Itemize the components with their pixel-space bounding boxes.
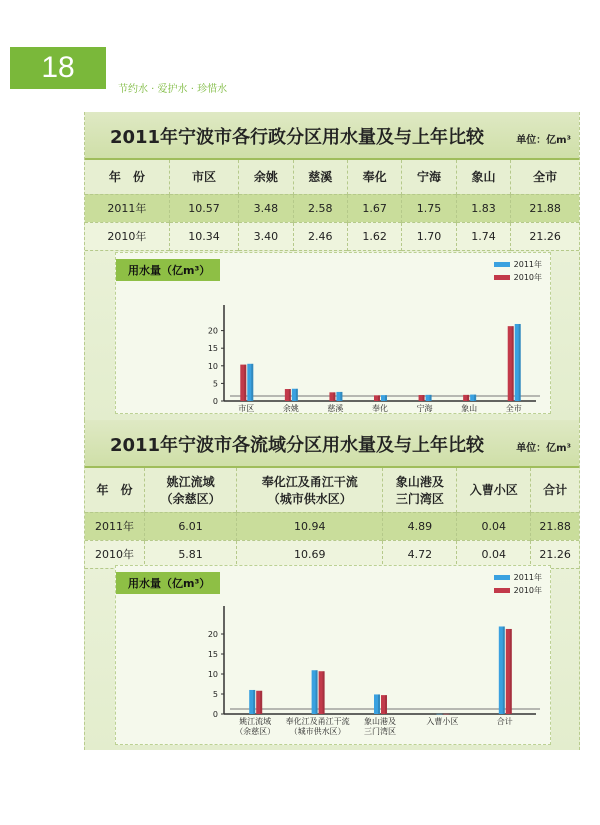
table-header-cell: 奉化 bbox=[347, 160, 401, 194]
table-row bbox=[85, 540, 579, 568]
table-cell: 1.83 bbox=[456, 194, 510, 222]
table-cell: 2011年 bbox=[85, 194, 169, 222]
bar-shade bbox=[423, 395, 425, 401]
bar-shade bbox=[260, 691, 262, 714]
legend-label: 2010年 bbox=[513, 586, 542, 595]
table-cell: 1.62 bbox=[347, 222, 401, 250]
x-tick-label: 奉化 bbox=[372, 404, 388, 413]
x-tick-label: 三门湾区 bbox=[364, 727, 396, 736]
bar-shade bbox=[340, 392, 342, 401]
y-tick-label: 0 bbox=[212, 710, 218, 719]
x-tick-label: 象山港及 bbox=[364, 717, 396, 726]
table2-title: 2011年宁波市各流域分区用水量及与上年比较 bbox=[109, 435, 485, 456]
table-cell: 2.46 bbox=[293, 222, 347, 250]
y-tick-label: 10 bbox=[207, 361, 218, 371]
bar-shade bbox=[430, 395, 432, 401]
bar-shade bbox=[253, 690, 255, 714]
x-tick-label: （余慈区） bbox=[235, 727, 276, 736]
table-cell: 2010年 bbox=[85, 222, 169, 250]
y-tick-label: 15 bbox=[207, 650, 218, 659]
table-header-cell: 象山港及 三门湾区 bbox=[383, 468, 457, 512]
table-cell: 21.26 bbox=[539, 547, 571, 561]
bar-shade bbox=[512, 326, 514, 401]
table-cell: 21.26 bbox=[529, 229, 561, 243]
table-cell: 21.88 bbox=[539, 519, 571, 533]
bar-shade bbox=[289, 389, 291, 401]
table-cell: 6.01 bbox=[145, 512, 237, 540]
chart1-title: 用水量（亿m³） bbox=[116, 259, 220, 281]
bar-shade bbox=[378, 694, 380, 714]
legend-label: 2011年 bbox=[513, 573, 542, 582]
table-cell: 3.40 bbox=[239, 222, 293, 250]
chart1-svg bbox=[116, 253, 550, 413]
table-header-cell: 宁海 bbox=[402, 160, 456, 194]
table-cell: 10.69 bbox=[237, 540, 383, 568]
x-tick-label: 全市 bbox=[505, 404, 522, 413]
basin-section bbox=[84, 420, 580, 750]
table-cell: 10.94 bbox=[237, 512, 383, 540]
x-tick-label: 余姚 bbox=[282, 404, 299, 413]
table-cell: 3.48 bbox=[239, 194, 293, 222]
table-cell: 0.04 bbox=[457, 512, 531, 540]
y-tick-label: 5 bbox=[212, 379, 218, 389]
bar-shade bbox=[316, 670, 318, 714]
table-header-cell: 入曹小区 bbox=[457, 468, 531, 512]
table-cell: 2.58 bbox=[293, 194, 347, 222]
bar-shade bbox=[385, 395, 387, 401]
bar-shade bbox=[323, 671, 325, 714]
table-row bbox=[85, 512, 579, 540]
bar-shade bbox=[447, 714, 449, 715]
table-cell: 0.04 bbox=[457, 540, 531, 568]
y-tick-label: 20 bbox=[207, 630, 218, 639]
bar-shade bbox=[251, 364, 253, 401]
table-cell: 10.57 bbox=[169, 194, 238, 222]
table-header-cell: 余姚 bbox=[239, 160, 293, 194]
table-row bbox=[85, 194, 579, 222]
table-cell: 4.72 bbox=[383, 540, 457, 568]
bar-shade bbox=[474, 395, 476, 401]
bar-shade bbox=[519, 324, 521, 401]
table-header-cell: 慈溪 bbox=[293, 160, 347, 194]
bar-shade bbox=[244, 365, 246, 401]
table-cell: 1.70 bbox=[402, 222, 456, 250]
table-cell: 1.74 bbox=[456, 222, 510, 250]
bar-shade bbox=[467, 395, 469, 401]
table-row bbox=[85, 222, 579, 250]
x-tick-label: 姚江流域 bbox=[239, 717, 272, 726]
table-header-cell: 全市 bbox=[533, 170, 558, 185]
table-cell: 4.89 bbox=[383, 512, 457, 540]
table-cell: 1.67 bbox=[347, 194, 401, 222]
section-title-bar bbox=[85, 112, 579, 160]
y-tick-label: 10 bbox=[207, 670, 218, 679]
x-tick-label: 象山 bbox=[461, 404, 478, 413]
legend-label: 2010年 bbox=[513, 273, 542, 282]
table-header-cell: 合计 bbox=[543, 483, 568, 498]
x-tick-label: 慈溪 bbox=[327, 404, 344, 413]
table-header-cell: 年 份 bbox=[85, 468, 145, 512]
basin-chart bbox=[115, 565, 551, 745]
y-tick-label: 20 bbox=[207, 326, 218, 336]
admin-district-section bbox=[84, 112, 580, 420]
admin-district-table bbox=[85, 160, 579, 251]
bar-shade bbox=[503, 626, 505, 714]
bar-shade bbox=[510, 629, 512, 714]
table-cell: 2010年 bbox=[85, 540, 145, 568]
table-header-cell: 姚江流域 （余慈区） bbox=[145, 468, 237, 512]
table-cell: 1.75 bbox=[402, 194, 456, 222]
bar-shade bbox=[333, 392, 335, 401]
x-tick-label: 入曹小区 bbox=[426, 717, 459, 726]
bar-shade bbox=[378, 395, 380, 401]
table-cell: 2011年 bbox=[85, 512, 145, 540]
chart2-svg bbox=[116, 566, 550, 744]
y-tick-label: 15 bbox=[207, 344, 218, 354]
bar-shade bbox=[296, 389, 298, 401]
bar-shade bbox=[385, 695, 387, 714]
x-tick-label: 合计 bbox=[496, 717, 513, 726]
basin-table bbox=[85, 468, 579, 569]
section-title-bar bbox=[85, 420, 579, 468]
table1-unit: 单位：亿m³ bbox=[516, 135, 571, 146]
table-header-cell: 年 份 bbox=[85, 160, 169, 194]
x-tick-label: 宁海 bbox=[416, 404, 433, 413]
y-tick-label: 5 bbox=[212, 690, 218, 699]
table2-unit: 单位：亿m³ bbox=[516, 443, 571, 454]
page-number: 18 bbox=[10, 47, 106, 89]
chart2-title: 用水量（亿m³） bbox=[116, 572, 220, 594]
x-tick-label: （城市供水区） bbox=[289, 727, 346, 736]
x-tick-label: 奉化江及甬江干流 bbox=[285, 717, 350, 726]
table-cell: 5.81 bbox=[145, 540, 237, 568]
table-header-cell: 象山 bbox=[456, 160, 510, 194]
table-header-cell: 市区 bbox=[169, 160, 238, 194]
x-tick-label: 市区 bbox=[238, 404, 255, 413]
bar-shade bbox=[440, 714, 442, 715]
legend-label: 2011年 bbox=[513, 260, 542, 269]
table-cell: 21.88 bbox=[529, 201, 561, 215]
table1-title: 2011年宁波市各行政分区用水量及与上年比较 bbox=[109, 127, 485, 148]
y-tick-label: 0 bbox=[212, 397, 218, 406]
table-header-row bbox=[85, 468, 579, 512]
table-header-cell: 奉化江及甬江干流 （城市供水区） bbox=[237, 468, 383, 512]
admin-district-chart bbox=[115, 252, 551, 414]
page-slogan: 节约水 · 爱护水 · 珍惜水 bbox=[118, 84, 228, 95]
table-header-row bbox=[85, 160, 579, 194]
table-cell: 10.34 bbox=[169, 222, 238, 250]
